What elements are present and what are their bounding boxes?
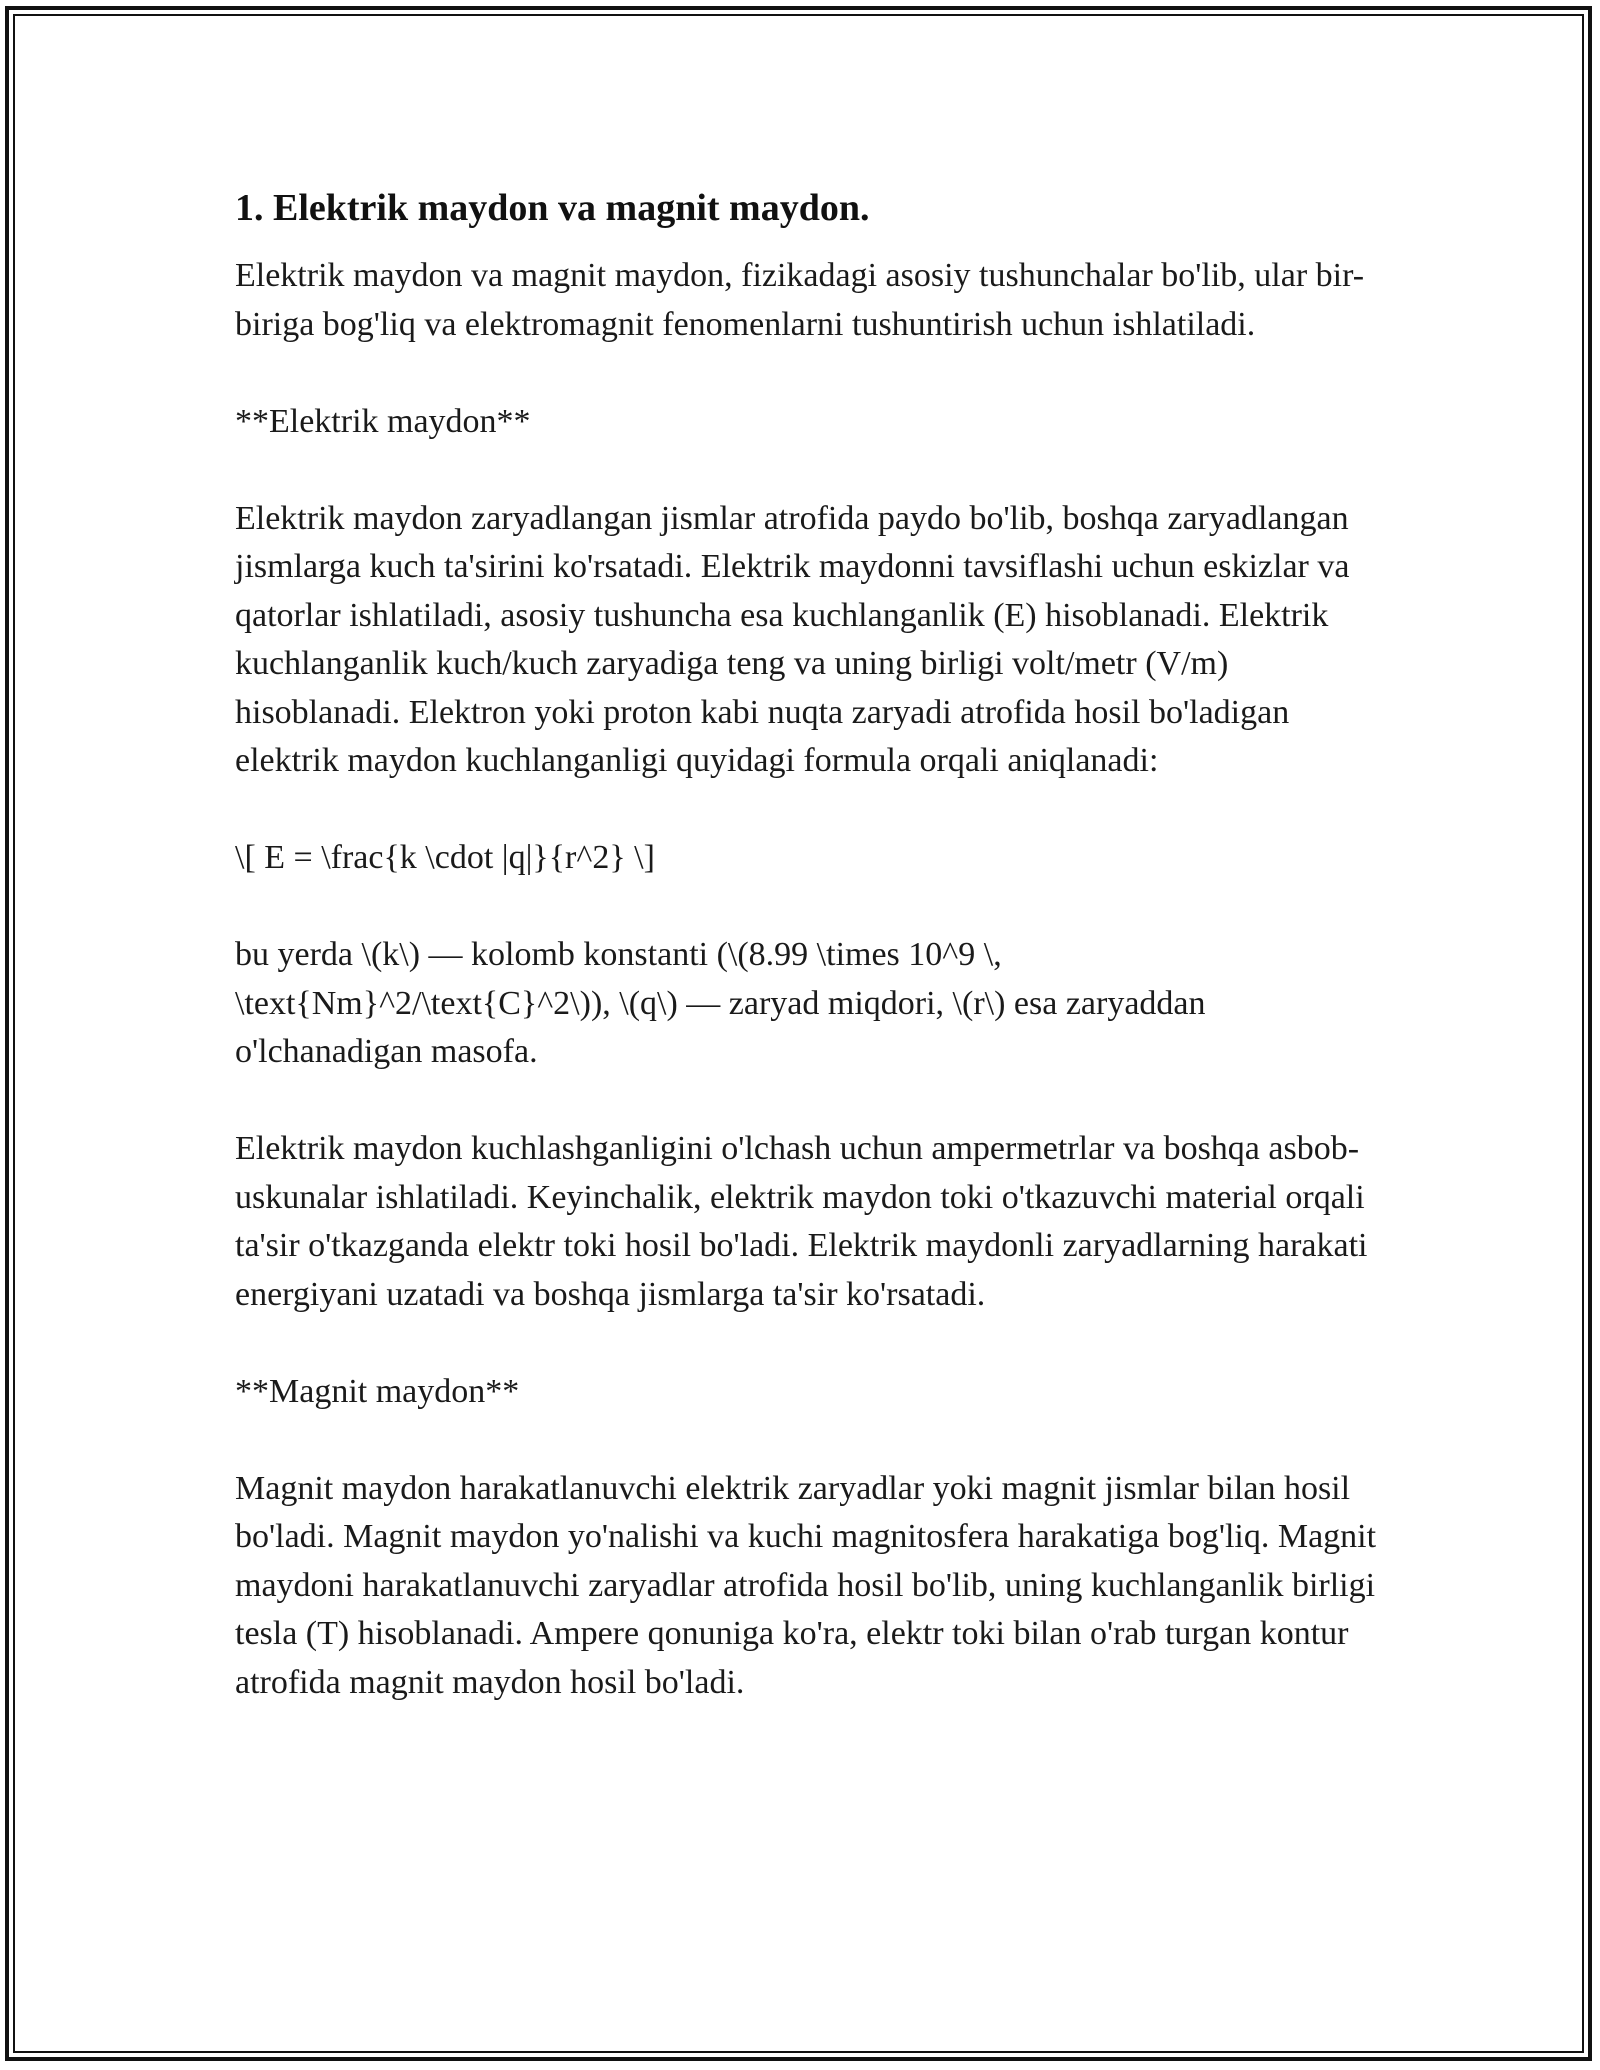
document-body	[235, 184, 1385, 1756]
intro-paragraph: Elektrik maydon va magnit maydon, fizikadagi asosiy tushunchalar bo'lib, ular bir-biriga bog'liq va elektromagnit fenomenlarni tushuntirish uchun ishlatiladi.	[235, 257, 1365, 343]
formula-explanation-paragraph: bu yerda \(k\) — kolomb konstanti (\(8.99 \times 10^9 \, \text{Nm}^2/\text{C}^2\)), \(q\) — zaryad miqdori, \(r\) esa zaryaddan o'lchanadigan masofa.	[235, 936, 1206, 1070]
section-heading: 1. Elektrik maydon va magnit maydon.	[235, 187, 870, 229]
electric-field-paragraph: Elektrik maydon zaryadlangan jismlar atrofida paydo bo'lib, boshqa zaryadlangan jismlarga kuch ta'sirini ko'rsatadi. Elektrik maydonni tavsiflashi uchun eskizlar va qatorlar ishlatiladi, asosiy tushuncha esa kuchlanganlik (E) hisoblanadi. Elektrik kuchlanganlik kuch/kuch zaryadiga teng va uning birligi volt/metr (V/m) hisoblanadi. Elektron yoki proton kabi nuqta zaryadi atrofida hosil bo'ladigan elektrik maydon kuchlanganligi quyidagi formula orqali aniqlanadi:	[235, 499, 1350, 779]
subheading-magnetic-field: **Magnit maydon**	[235, 1372, 520, 1410]
measurement-paragraph: Elektrik maydon kuchlashganligini o'lchash uchun ampermetrlar va boshqa asbob-uskunalar ishlatiladi. Keyinchalik, elektrik maydon toki o'tkazuvchi material orqali ta'sir o'tkazganda elektr toki hosil bo'ladi. Elektrik maydonli zaryadlarning harakati energiyani uzatadi va boshqa jismlarga ta'sir ko'rsatadi.	[235, 1130, 1368, 1313]
formula-line: \[ E = \frac{k \cdot |q|}{r^2} \]	[235, 839, 655, 876]
subheading-electric-field: **Elektrik maydon**	[235, 402, 531, 440]
magnetic-field-paragraph: Magnit maydon harakatlanuvchi elektrik zaryadlar yoki magnit jismlar bilan hosil bo'ladi. Magnit maydon yo'nalishi va kuchi magnitosfera harakatiga bog'liq. Magnit maydoni harakatlanuvchi zaryadlar atrofida hosil bo'lib, uning kuchlanganlik birligi tesla (T) hisoblanadi. Ampere qonuniga ko'ra, elektr toki bilan o'rab turgan kontur atrofida magnit maydon hosil bo'ladi.	[235, 1469, 1377, 1701]
